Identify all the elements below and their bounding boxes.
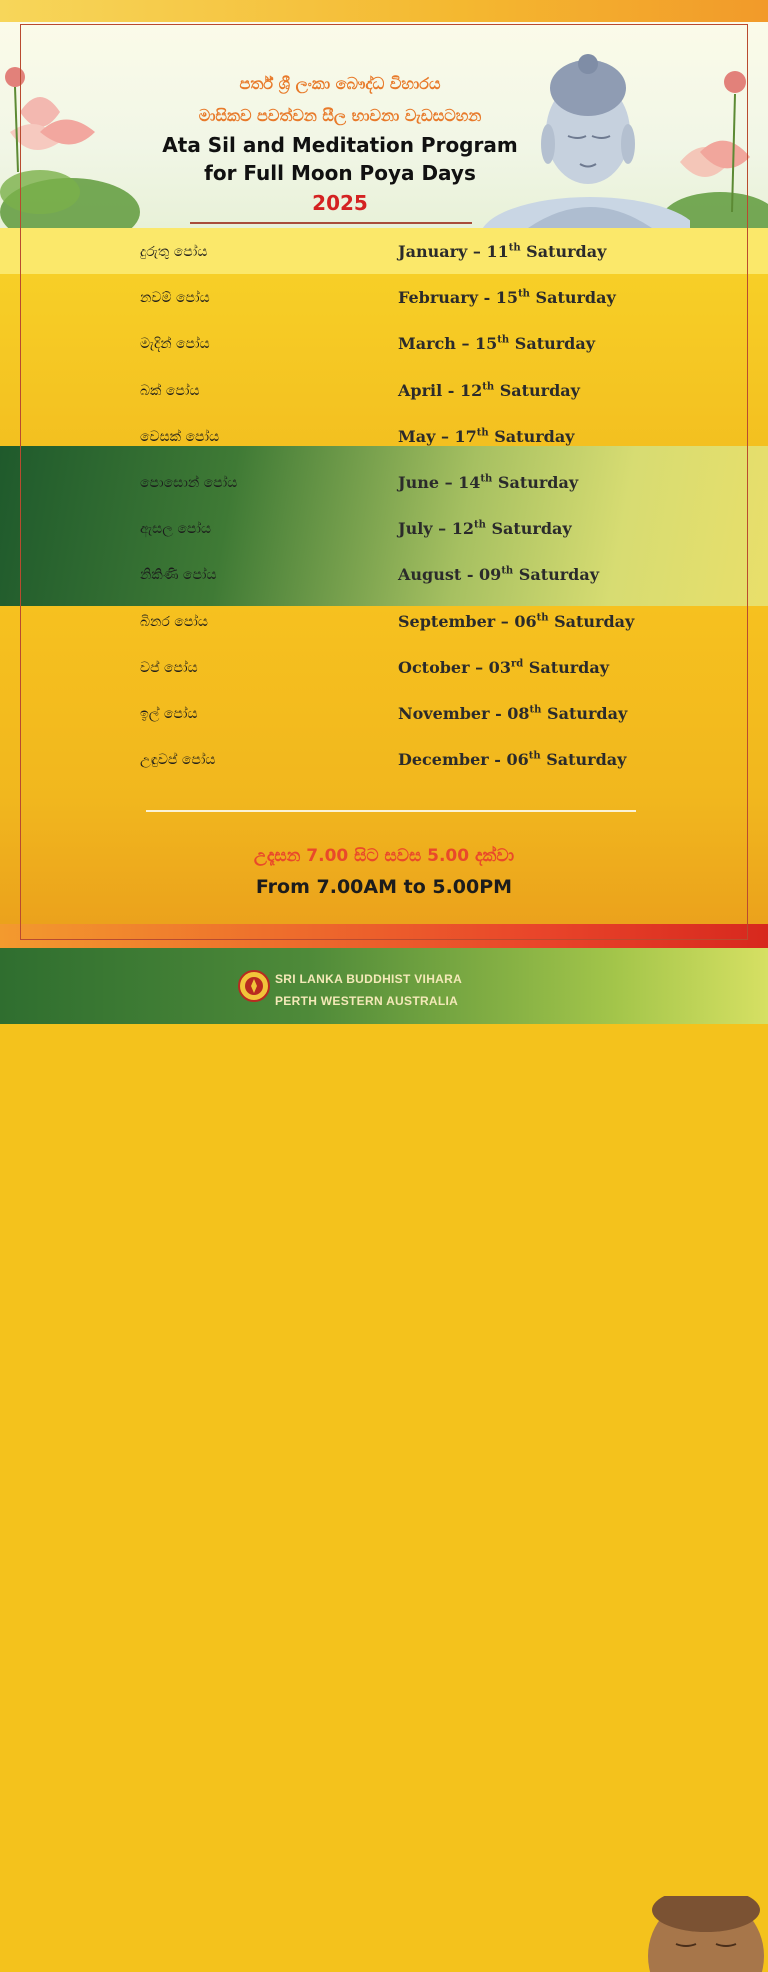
poya-month: July – 12 [398, 519, 474, 539]
ordinal-suffix: th [501, 566, 514, 578]
schedule-row [0, 286, 768, 316]
poya-month: October – 03 [398, 657, 511, 677]
poya-weekday: Saturday [535, 288, 616, 308]
poya-name: ඉල් පෝය [140, 706, 198, 722]
ordinal-suffix: th [518, 288, 530, 300]
poya-date [398, 704, 627, 723]
vihara-logo-icon [238, 970, 270, 1002]
poya-month: December - 06 [398, 750, 529, 770]
schedule-row [0, 563, 768, 593]
poya-month: April - 12 [398, 380, 483, 400]
year-label: 2025 [312, 191, 368, 215]
red-bar [0, 924, 768, 948]
poya-date [398, 288, 616, 307]
poya-name: වප් පෝය [140, 659, 198, 676]
header-banner [0, 22, 768, 228]
poya-month: June – 14 [398, 473, 481, 492]
schedule-row [0, 702, 768, 732]
english-title-line2: for Full Moon Poya Days [204, 161, 476, 185]
schedule-row [0, 610, 768, 640]
poya-weekday: Saturday [526, 242, 607, 261]
poya-month: January – 11 [398, 242, 509, 261]
poya-month: September – 06 [398, 611, 537, 631]
poya-date [398, 242, 606, 261]
ordinal-suffix: th [528, 750, 541, 762]
english-title-line1: Ata Sil and Meditation Program [162, 133, 518, 157]
time-english: From 7.00AM to 5.00PM [255, 876, 513, 898]
poya-date [398, 381, 580, 400]
schedule-row [0, 332, 768, 362]
ordinal-suffix: th [473, 519, 486, 531]
poya-weekday: Saturday [554, 611, 635, 631]
buddha-face-icon [636, 1896, 768, 1972]
poya-name: දුරුතු පෝය [140, 244, 208, 260]
poya-name: මැදින් පෝය [140, 336, 210, 353]
schedule-row [0, 425, 768, 455]
poya-name: බිනර පෝය [140, 613, 208, 630]
footer [0, 948, 768, 1024]
schedule-row [0, 240, 768, 270]
poya-month: August - 09 [398, 565, 502, 585]
schedule-row [0, 748, 768, 778]
poya-date [398, 473, 578, 492]
ordinal-suffix: th [497, 335, 510, 347]
poya-name: වෙසක් පෝය [140, 428, 220, 445]
top-bar [0, 0, 768, 22]
poya-date [398, 427, 574, 446]
schedule-row [0, 471, 768, 501]
org-name-line1: SRI LANKA BUDDHIST VIHARA [275, 972, 463, 986]
poya-weekday: Saturday [499, 380, 580, 400]
poya-name: නිකිණි පෝය [140, 567, 217, 584]
org-name-line2: PERTH WESTERN AUSTRALIA [275, 994, 459, 1008]
sinhala-title-line2: මාසිකව පවත්වන සීල භාවනා වැඩසටහන [198, 106, 482, 125]
poya-weekday: Saturday [497, 473, 579, 492]
poya-name: බක් පෝය [140, 382, 200, 399]
poya-weekday: Saturday [518, 565, 600, 585]
sinhala-title-line1: පර්ත් ශ්‍රී ලංකා බෞද්ධ විහාරය [239, 74, 441, 93]
poya-name: ඇසල පෝය [140, 521, 212, 538]
poya-name: උඳුවප් පෝය [140, 752, 216, 769]
poya-name: නවම් පෝය [140, 290, 210, 307]
poya-date [398, 565, 599, 584]
poya-name: පොසොන් පෝය [140, 475, 238, 491]
poya-date [398, 519, 572, 538]
poya-weekday: Saturday [547, 704, 628, 723]
poya-month: March – 15 [398, 334, 498, 354]
poya-weekday: Saturday [494, 426, 575, 446]
title-underline [190, 222, 472, 224]
poya-month: February - 15 [398, 288, 519, 308]
time-sinhala: උදෑසන 7.00 සිට සවස 5.00 දක්වා [253, 846, 515, 866]
ordinal-suffix: th [482, 381, 495, 393]
schedule-row [0, 379, 768, 409]
ordinal-suffix: th [529, 704, 542, 716]
ordinal-suffix: th [536, 612, 549, 624]
ordinal-suffix: th [480, 473, 493, 485]
poya-weekday: Saturday [528, 657, 610, 677]
poya-date [398, 750, 626, 769]
poya-weekday: Saturday [491, 519, 572, 539]
ordinal-suffix: th [508, 242, 521, 254]
separator-line [146, 810, 636, 812]
poya-date [398, 334, 595, 353]
schedule-row [0, 656, 768, 686]
poya-date [398, 612, 634, 631]
schedule-row [0, 517, 768, 547]
poya-date [398, 658, 609, 677]
poya-month: November - 08 [398, 704, 530, 723]
poya-month: May – 17 [398, 426, 477, 446]
poya-weekday: Saturday [546, 750, 627, 770]
ordinal-suffix: rd [510, 658, 524, 670]
ordinal-suffix: th [476, 427, 489, 439]
poya-weekday: Saturday [514, 334, 595, 354]
